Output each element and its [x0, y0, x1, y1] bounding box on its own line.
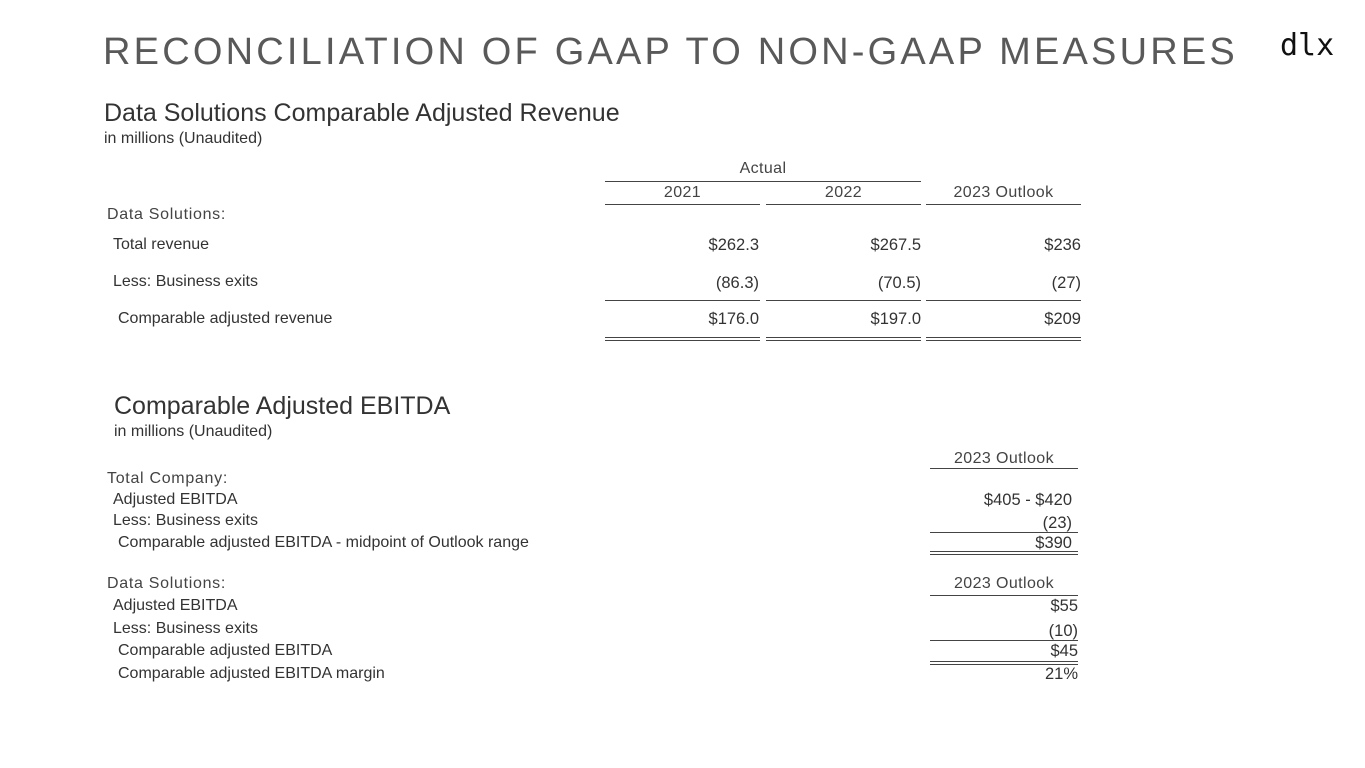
ds-row-label-comparable-ebitda: Comparable adjusted EBITDA: [118, 642, 333, 659]
actual-underline: [605, 181, 921, 182]
cell-business-exits-2023: (27): [1051, 274, 1081, 292]
cell-comparable-revenue-2022: $197.0: [870, 310, 921, 328]
cell-business-exits-2021: (86.3): [715, 274, 759, 292]
total-company-section-label: Total Company:: [107, 470, 228, 487]
subtotal-line-2022: [766, 300, 921, 301]
tc-total-double-line: [930, 551, 1078, 555]
col-2021-underline: [605, 204, 760, 205]
revenue-heading: Data Solutions Comparable Adjusted Revenue: [104, 99, 620, 127]
subtotal-line-2021: [605, 300, 760, 301]
tc-cell-business-exits: (23): [1042, 514, 1072, 532]
row-label-comparable-revenue: Comparable adjusted revenue: [118, 310, 333, 327]
ds-subtotal-line: [930, 640, 1078, 641]
ebitda-subheading: in millions (Unaudited): [114, 423, 273, 440]
total-double-line-2023: [926, 337, 1081, 341]
col-2022-underline: [766, 204, 921, 205]
total-company-col-underline: [930, 468, 1078, 469]
cell-total-revenue-2022: $267.5: [870, 236, 921, 254]
revenue-subheading: in millions (Unaudited): [104, 130, 263, 147]
cell-comparable-revenue-2023: $209: [1044, 310, 1081, 328]
tc-subtotal-line: [930, 532, 1078, 533]
cell-total-revenue-2023: $236: [1044, 236, 1081, 254]
total-company-col-header: 2023 Outlook: [954, 450, 1054, 467]
tc-row-label-adjusted-ebitda: Adjusted EBITDA: [113, 491, 238, 508]
cell-total-revenue-2021: $262.3: [708, 236, 759, 254]
ds-col-header: 2023 Outlook: [954, 575, 1054, 592]
col-2021: 2021: [663, 184, 702, 201]
cell-comparable-revenue-2021: $176.0: [708, 310, 759, 328]
ebitda-heading: Comparable Adjusted EBITDA: [114, 392, 451, 420]
ds-cell-ebitda-margin: 21%: [1044, 665, 1078, 683]
ds-row-label-adjusted-ebitda: Adjusted EBITDA: [113, 597, 238, 614]
page-title: RECONCILIATION OF GAAP TO NON-GAAP MEASURES: [103, 31, 1238, 73]
tc-row-label-comparable-ebitda: Comparable adjusted EBITDA - midpoint of Outlook range: [118, 534, 529, 551]
ds-cell-comparable-ebitda: $45: [1050, 642, 1078, 660]
ds-cell-adjusted-ebitda: $55: [1050, 597, 1078, 615]
tc-row-label-business-exits: Less: Business exits: [113, 512, 258, 529]
revenue-section-label: Data Solutions:: [107, 206, 227, 223]
tc-cell-adjusted-ebitda: $405 - $420: [983, 491, 1072, 509]
dlx-logo: dlx: [1280, 28, 1335, 63]
col-2023-outlook: 2023 Outlook: [953, 184, 1054, 201]
subtotal-line-2023: [926, 300, 1081, 301]
row-label-business-exits: Less: Business exits: [113, 273, 258, 290]
row-label-total-revenue: Total revenue: [113, 236, 210, 253]
col-2022: 2022: [824, 184, 863, 201]
ds-row-label-ebitda-margin: Comparable adjusted EBITDA margin: [118, 665, 385, 682]
cell-business-exits-2022: (70.5): [877, 274, 921, 292]
ds-cell-business-exits: (10): [1048, 622, 1078, 640]
ds-col-underline: [930, 595, 1078, 596]
tc-cell-comparable-ebitda: $390: [1035, 534, 1072, 552]
col-2023-underline: [926, 204, 1081, 205]
ds-section-label: Data Solutions:: [107, 575, 227, 592]
total-double-line-2022: [766, 337, 921, 341]
actual-group-header: Actual: [739, 160, 787, 177]
ds-row-label-business-exits: Less: Business exits: [113, 620, 258, 637]
total-double-line-2021: [605, 337, 760, 341]
